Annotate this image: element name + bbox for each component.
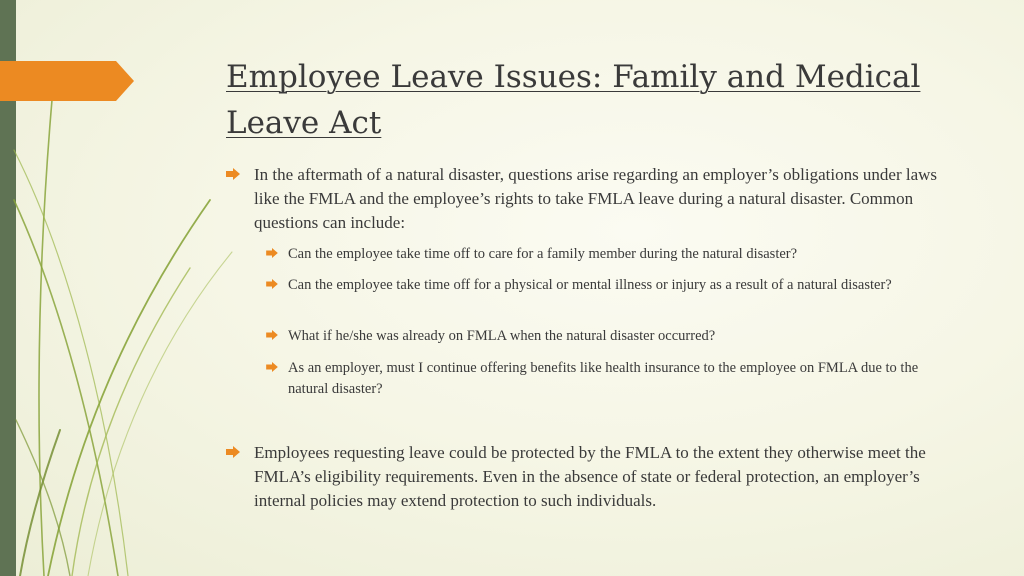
arrow-bullet-icon	[266, 248, 278, 258]
bullet-eligibility-protection	[226, 441, 956, 513]
bullet-natural-disaster-questions	[226, 163, 956, 235]
bullet-text: What if he/she was already on FMLA when the natural disaster occurred?	[288, 328, 716, 344]
bullet-text: As an employer, must I continue offering benefits like health insurance to the employee on FMLA due to the natural disaster?	[288, 360, 919, 397]
bullet-text: Can the employee take time off for a physical or mental illness or injury as a result of a natural disaster?	[288, 277, 892, 293]
arrow-bullet-icon	[266, 362, 278, 372]
arrow-bullet-icon	[226, 168, 240, 180]
arrow-bullet-icon	[266, 279, 278, 289]
sub-bullet-benefits	[266, 358, 956, 400]
bullet-text: Employees requesting leave could be protected by the FMLA to the extent they otherwise meet the FMLA’s eligibility requirements. Even in the absence of state or federal protection, an employer’s internal policies may extend protection to such individuals.	[254, 443, 926, 510]
bullet-text: Can the employee take time off to care for a family member during the natural disaster?	[288, 246, 798, 262]
arrow-bullet-icon	[226, 446, 240, 458]
sub-bullet-family-care	[266, 244, 956, 265]
sub-bullet-illness-injury	[266, 275, 956, 296]
orange-accent-tab	[0, 0, 140, 120]
bullet-text: In the aftermath of a natural disaster, questions arise regarding an employer’s obligations under laws like the FMLA and the employee’s rights to take FMLA leave during a natural disaster. Common questions can include:	[254, 165, 938, 232]
slide-title: Employee Leave Issues: Family and Medical Leave Act	[226, 59, 921, 141]
arrow-bullet-icon	[266, 330, 278, 340]
sub-bullet-already-on-fmla	[266, 326, 956, 347]
